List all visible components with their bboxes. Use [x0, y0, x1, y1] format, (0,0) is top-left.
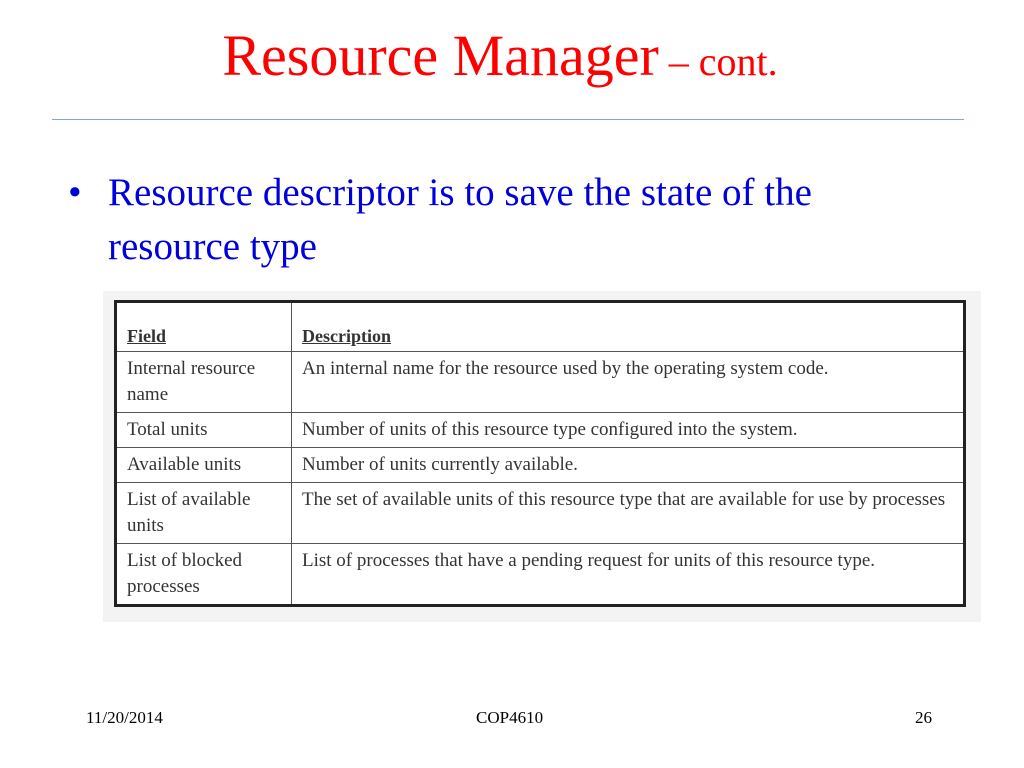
footer-date: 11/20/2014: [86, 708, 163, 727]
description-cell: An internal name for the resource used by the operating system code.: [292, 352, 965, 413]
table-row: [116, 413, 965, 448]
bullet-text: Resource descriptor is to save the state of the resource type: [108, 171, 812, 268]
table-row: [116, 544, 965, 606]
slide-title-sub: – cont.: [658, 39, 778, 84]
field-cell: List of blocked processes: [116, 544, 292, 606]
table-row: [116, 352, 965, 413]
footer-page-number: 26: [915, 708, 932, 727]
field-cell: Total units: [116, 413, 292, 448]
header-description: Description: [292, 302, 965, 352]
description-cell: Number of units currently available.: [292, 448, 965, 483]
field-cell: Internal resource name: [116, 352, 292, 413]
resource-descriptor-table: [114, 300, 966, 607]
field-cell: List of available units: [116, 483, 292, 544]
description-cell: The set of available units of this resource type that are available for use by processes: [292, 483, 965, 544]
table-header-row: [116, 302, 965, 352]
description-cell: Number of units of this resource type configured into the system.: [292, 413, 965, 448]
slide-title-main: Resource Manager: [222, 23, 659, 88]
table-row: [116, 483, 965, 544]
header-field: Field: [116, 302, 292, 352]
footer-course: COP4610: [476, 708, 544, 727]
slide-title: [0, 22, 1000, 89]
description-cell: List of processes that have a pending request for units of this resource type.: [292, 544, 965, 606]
title-divider: [52, 119, 964, 120]
table-row: [116, 448, 965, 483]
bullet-marker: •: [68, 171, 82, 214]
field-cell: Available units: [116, 448, 292, 483]
bullet-point: [68, 166, 948, 274]
